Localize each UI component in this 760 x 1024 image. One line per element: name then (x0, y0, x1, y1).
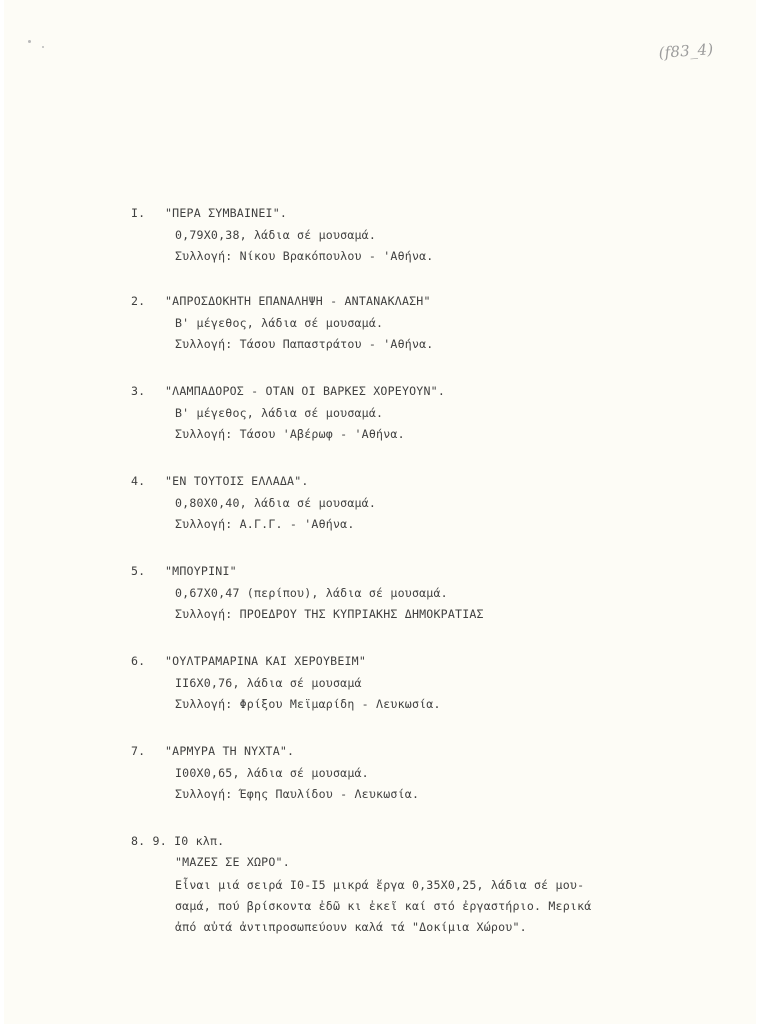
entry-number: 2. (131, 294, 146, 308)
entry-collection: Συλλογή: Τάσου 'Αβέρωφ - 'Αθήνα. (175, 427, 405, 441)
entry-details: 0,67Χ0,47 (περίπου), λάδια σέ μουσαμά. (175, 586, 448, 600)
entry-title: "ΑΠΡΟΣΔΟΚΗΤΗ ΕΠΑΝΑΛΗΨΗ - ΑΝΤΑΝΑΚΛΑΣΗ" (165, 294, 431, 308)
entry-number: 3. (131, 384, 146, 398)
entry-details: 0,79Χ0,38, λάδια σέ μουσαμά. (175, 228, 377, 242)
entry-description (175, 875, 655, 938)
entry-title: "ΜΠΟΥΡΙΝΙ" (165, 564, 237, 578)
entry-title: "ΜΑΖΕΣ ΣΕ ΧΩΡΟ". (175, 855, 290, 869)
entry-collection: Συλλογή: ΠΡΟΕΔΡΟΥ ΤΗΣ ΚΥΠΡΙΑΚΗΣ ΔΗΜΟΚΡΑΤΙΑΣ (175, 607, 484, 621)
entry-details: I00Χ0,65, λάδια σέ μουσαμά. (175, 766, 369, 780)
description-line: Εἶναι μιά σειρά I0-I5 μικρά ἔργα 0,35Χ0,25, λάδια σέ μου- (175, 878, 585, 892)
entry-details: Β' μέγεθος, λάδια σέ μουσαμά. (175, 406, 384, 420)
entry-number: 5. (131, 564, 146, 578)
entry-collection: Συλλογή: Α.Γ.Γ. - 'Αθήνα. (175, 517, 355, 531)
paper-speck (42, 46, 44, 48)
handwritten-page-mark: (f83_4) (658, 40, 714, 62)
entry-number: 4. (131, 474, 146, 488)
entry-title: "ΛΑΜΠΑΔΟΡΟΣ - ΟΤΑΝ ΟΙ ΒΑΡΚΕΣ ΧΟΡΕΥΟΥΝ". (165, 384, 446, 398)
entry-details: II6Χ0,76, λάδια σέ μουσαμά (175, 676, 362, 690)
entry-title: "ΟΥΛΤΡΑΜΑΡΙΝΑ ΚΑΙ ΧΕΡΟΥΒΕΙΜ" (165, 654, 367, 668)
entry-collection: Συλλογή: Έφης Παυλίδου - Λευκωσία. (175, 787, 420, 801)
entry-collection: Συλλογή: Νίκου Βρακόπουλου - 'Αθήνα. (175, 249, 434, 263)
entry-number: 6. (131, 654, 146, 668)
entry-title: "ΕΝ ΤΟΥΤΟΙΣ ΕΛΛΑΔΑ". (165, 474, 309, 488)
entry-number: I. (131, 206, 146, 220)
description-line: ἀπό αὐτά ἀντιπροσωπεύουν καλά τά "Δοκίμια Χώρου". (175, 920, 527, 934)
entry-collection: Συλλογή: Φρίξου Μεϊμαρίδη - Λευκωσία. (175, 697, 441, 711)
paper-speck (28, 40, 31, 43)
document-page (4, 0, 756, 1024)
entry-details: Β' μέγεθος, λάδια σέ μουσαμά. (175, 316, 384, 330)
entry-details: 0,80Χ0,40, λάδια σέ μουσαμά. (175, 496, 377, 510)
entry-number: 7. (131, 744, 146, 758)
description-line: σαμά, πού βρίσκοντα ἐδῶ κι ἐκεῖ καί στό ἐργαστήριο. Μερικά (175, 899, 592, 913)
entry-title: "ΑΡΜΥΡΑ ΤΗ ΝΥΧΤΑ". (165, 744, 295, 758)
entry-number: 8. 9. I0 κλπ. (131, 834, 225, 848)
entry-title: "ΠΕΡΑ ΣΥΜΒΑΙΝΕΙ". (165, 206, 288, 220)
entry-collection: Συλλογή: Τάσου Παπαστράτου - 'Αθήνα. (175, 337, 434, 351)
